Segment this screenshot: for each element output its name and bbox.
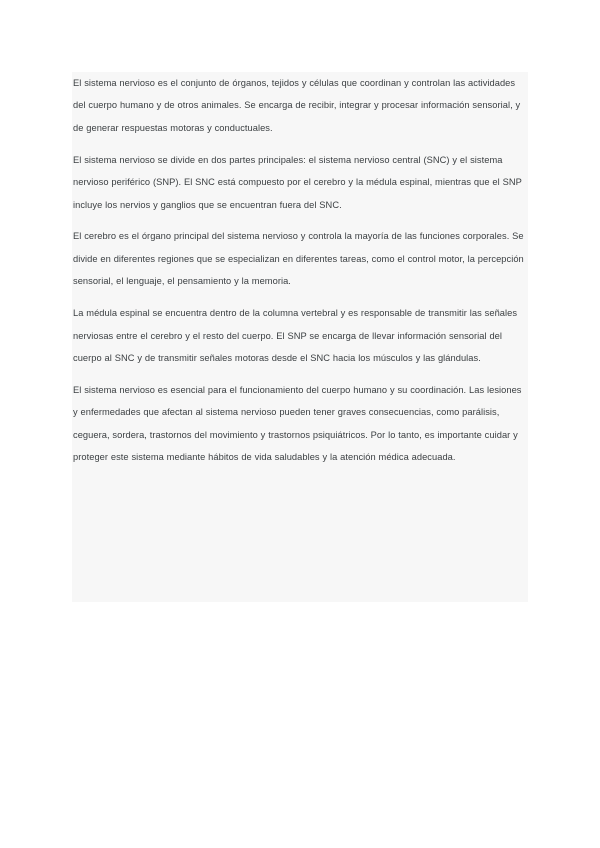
paragraph-brain: El cerebro es el órgano principal del sistema nervioso y controla la mayoría de las funciones corporales. Se divide en diferentes regiones que se especializan en diferentes tareas, como el control motor, la percepción sensorial, el lenguaje, el pensamiento y la memoria. xyxy=(73,231,524,287)
paragraph-importance: El sistema nervioso es esencial para el funcionamiento del cuerpo humano y su coordinación. Las lesiones y enfermedades que afectan al sistema nervioso pueden tener graves consecuencias, como parálisis, ceguera, sordera, trastornos del movimiento y trastornos psiquiátricos. Por lo tanto, es importante cuidar y proteger este sistema mediante hábitos de vida saludables y la atención médica adecuada. xyxy=(73,384,522,463)
paragraph-divisions: El sistema nervioso se divide en dos partes principales: el sistema nervioso central (SNC) y el sistema nervioso periférico (SNP). El SNC está compuesto por el cerebro y la médula espinal, mientras que el SNP incluye los nervios y ganglios que se encuentran fuera del SNC. xyxy=(73,154,522,210)
paragraph-intro: El sistema nervioso es el conjunto de órganos, tejidos y células que coordinan y controlan las actividades del cuerpo humano y de otros animales. Se encarga de recibir, integrar y procesar información sensorial, y de generar respuestas motoras y conductuales. xyxy=(73,78,521,133)
text-block xyxy=(72,72,528,602)
paragraph-spinal-cord: La médula espinal se encuentra dentro de la columna vertebral y es responsable de transmitir las señales nerviosas entre el cerebro y el resto del cuerpo. El SNP se encarga de llevar información sensorial del cuerpo al SNC y de transmitir señales motoras desde el SNC hacia los músculos y las glándulas. xyxy=(73,308,518,363)
